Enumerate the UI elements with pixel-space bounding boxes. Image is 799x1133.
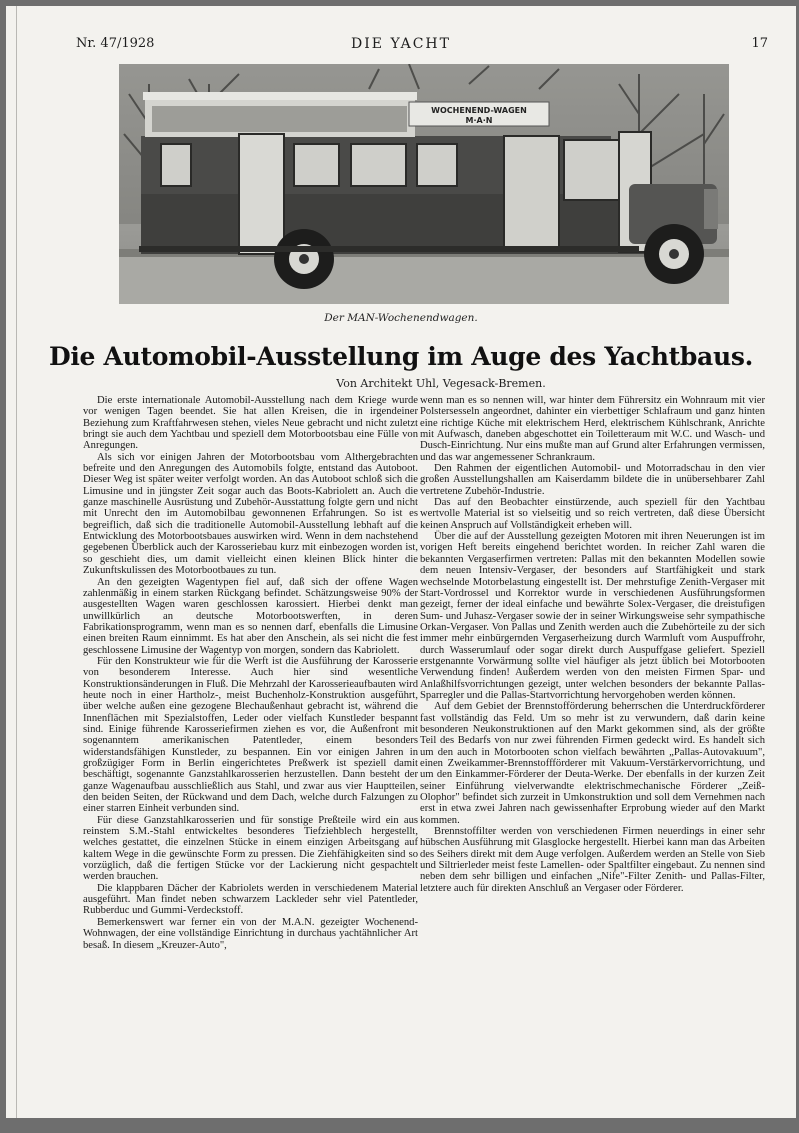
photo-caption: Der MAN-Wochenendwagen.	[324, 312, 478, 324]
bus-photo-illustration	[119, 64, 729, 304]
paragraph: wenn man es so nennen will, war hinter dem Führersitz ein Wohnraum mit vier Polstersesseln angeordnet, dahinter ein vierbettiger Schlafraum und ganz hinten eine richtige Küche mit elektrischem Herd, elektrischem Kühlschrank, Anrichte mit Aufwasch, daneben abgeschottet ein Toiletteraum mit W.C. und Wasch- und Dusch-Einrichtung. Nur eins mußte man auf Grund alter Erfahrungen vermissen, und das war angemessener Schrankraum.	[420, 395, 765, 463]
article-byline: Von Architekt Uhl, Vegesack-Bremen.	[336, 377, 546, 390]
issue-number: Nr. 47/1928	[76, 36, 155, 51]
paragraph: Als sich vor einigen Jahren der Motorbootsbau vom Althergebrachten befreite und den Anregungen des Automobils folgte, entstand das Autoboot. Dieser Weg ist später weiter verfolgt worden. An das Autoboot schloß sich die Limusine und in jüngster Zeit sogar auch das Boots-Kabriolett an. Auch die ganze maschinelle Ausrüstung und Zubehör-Ausstattung folgte gern und nicht mit Unrecht den im Automobilbau gewonnenen Erfahrungen. So ist es begreiflich, daß sich die traditionelle Automobil-Ausstellung lebhaft auf die Entwicklung des Motorbootsbaues auswirken wird. Wenn in dem nachstehend gegebenen Überblick auch der Karosseriebau kurz mit einbezogen worden ist, so geschieht dies, um damit vielleicht einen kleinen Blick hinter die Zukunftskulissen des Motorbootbaues zu tun.	[83, 451, 418, 577]
paragraph: An den gezeigten Wagentypen fiel auf, daß sich der offene Wagen zahlenmäßig in einem starken Rückgang befindet. Schätzungsweise 90% der ausgestellten Wagen waren geschlossen karossiert. Hierbei denkt man unwillkürlich an deutsche Motorbootswerften, in deren Fabrikationsprogramm, wenn man es so nennen darf, ebenfalls die Limusine einen breiten Raum einnimmt. Es hat aber den Anschein, als sei nicht die fest geschlossene Limusine der Wagentyp von morgen, sondern das Kabriolett.	[83, 576, 418, 656]
page-header	[6, 36, 796, 56]
paragraph: Für den Konstrukteur wie für die Werft ist die Ausführung der Karosserie von besonderem Interesse. Auch hier sind wesentliche Konstruktionsänderungen in Fluß. Die Mehrzahl der Karosserieaufbauten wird heute noch in einer Hartholz-, meist Buchenholz-Konstruktion ausgeführt, über welche außen eine gezogene Blechaußenhaut gebracht ist, während die Innenflächen mit Spezialstoffen, Leder oder vielfach Kunstleder bespannt sind. Einige führende Karosseriefirmen ziehen es vor, die Außenfront mit sogenanntem amerikanischen Patentleder, einem besonders widerstandsfähigen Kunstleder, zu bespannen. Ein vor einigen Jahren in großzügiger Form in Berlin eingerichtetes Preßwerk ist speziell damit beschäftigt, sogenannte Ganzstahlkarosserien herzustellen. Dann besteht der ganze Wagenaufbau ausschließlich aus Stahl, und zwar aus vier Hauptteilen, den beiden Seiten, der Rückwand und dem Dach, welche durch Falzungen zu einer starren Einheit verbunden sind.	[83, 655, 418, 815]
paragraph: Die erste internationale Automobil-Ausstellung nach dem Kriege wurde vor wenigen Tagen beendet. Sie hat allen Kreisen, die in irgendeiner Beziehung zum Kraftfahrwesen stehen, vieles Neue gebracht und nicht zuletzt bringt sie auch dem Yachtbau und speziell dem Motorbootsbau eine Fülle von Anregungen.	[83, 395, 418, 452]
right-column	[420, 395, 765, 894]
article-title: Die Automobil-Ausstellung im Auge des Yachtbaus.	[48, 342, 754, 371]
magazine-page	[6, 6, 796, 1118]
paragraph: Für diese Ganzstahlkarosserien und für sonstige Preßteile wird ein aus reinstem S.M.-Stahl entwickeltes besonderes Tiefziehblech hergestellt, welches gestattet, die einzelnen Stücke in einem einzigen Arbeitsgang auf kaltem Wege in die gewünschte Form zu pressen. Die Ziehfähigkeiten sind so vorzüglich, daß die fertigen Stücke vor der Lackierung nicht gespachtelt werden brauchen.	[83, 814, 418, 883]
paragraph: Brennstoffilter werden von verschiedenen Firmen neuerdings in einer sehr hübschen Ausführung mit Glasglocke hergestellt. Hierbei kann man das Arbeiten des Seihers direkt mit dem Auge verfolgen. Außerdem werden an Stelle von Sieb und Siltrierleder meist feste Lamellen- oder Spaltfilter eingebaut. Zu nennen sind neben dem sehr billigen und einfachen „Nife"-Filter Zenith- und Pallas-Filter, letztere auch für direkten Anschluß an Vergaser oder Förderer.	[420, 826, 765, 894]
left-column	[83, 395, 418, 951]
paragraph: Den Rahmen der eigentlichen Automobil- und Motorradschau in den vier großen Ausstellungshallen am Kaiserdamm bildete die in unübersehbarer Zahl vertretene Zubehör-Industrie.	[420, 463, 765, 497]
paragraph: Die klappbaren Dächer der Kabriolets werden in verschiedenem Material ausgeführt. Man findet neben schwarzem Lackleder sehr viel Patentleder, Rubberduc und Gummi-Verdeckstoff.	[83, 882, 418, 917]
bus-photograph	[119, 64, 729, 304]
page-number: 17	[751, 36, 768, 51]
page-edge	[16, 6, 17, 1118]
paragraph: Über die auf der Ausstellung gezeigten Motoren mit ihren Neuerungen ist im vorigen Heft bereits eingehend berichtet worden. In reicher Zahl waren die bekannten Vergaserfirmen vertreten: Pallas mit den bekannten Modellen sowie dem neuen Intensiv-Vergaser, der besonders auf Startfähigkeit und stark wechselnde Motorbelastung eingestellt ist. Der mehrstufige Zenith-Vergaser mit Start-Vordrossel und Korrektor wurde in verschiedenen Ausführungsformen gezeigt, ferner der ideal einfache und bewährte Solex-Vergaser, die dreistufigen Sum- und Juhasz-Vergaser sowie der in seiner Wirkungsweise sehr sympathische Orkan-Vergaser. Von Pallas und Zenith werden auch die Zubehörteile zu der sich immer mehr einbürgernden Vergaserheizung durch Warmluft vom Auspuffrohr, durch Wasserumlauf oder sogar direkt durch Auspuffgase geliefert. Speziell erstgenannte Vorwärmung sollte viel häufiger als jetzt üblich bei Motorbooten Verwendung finden! Außerdem werden von den meisten Firmen Spar- und Anlaßhilfsvorrichtungen gezeigt, unter welchen besonders der bekannte Pallas-Sparregler und die Pallas-Startvorrichtung hervorgehoben werden können.	[420, 531, 765, 701]
bus-sign-top: WOCHENEND-WAGEN	[431, 106, 527, 115]
paragraph: Auf dem Gebiet der Brennstofförderung beherrschen die Unterdruckförderer fast vollständig das Feld. Um so mehr ist zu verwundern, daß darin keine besonderen Neukonstruktionen auf den Markt gekommen sind, als der größte Teil des Bedarfs von nur zwei führenden Firmen gedeckt wird. Es handelt sich um den auch in Motorbooten schon vielfach bewährten „Pallas-Autovakuum", einen Zweikammer-Brennstoffförderer mit Vakuum-Verstärkervorrichtung, und um den Einkammer-Förderer der Deuta-Werke. Der ebenfalls in der kurzen Zeit seiner Einführung vielverwandte elektrischmechanische Förderer „Zeiß-Olophor" befindet sich zurzeit in Umkonstruktion und soll dem Vernehmen nach erst in etwa zwei Jahren nach gewissenhafter Erprobung wieder auf den Markt kommen.	[420, 701, 765, 826]
journal-title: DIE YACHT	[351, 36, 451, 52]
paragraph: Das auf den Beobachter einstürzende, auch speziell für den Yachtbau wertvolle Material ist so vielseitig und so reich vertreten, daß diese Übersicht keinen Anspruch auf Vollständigkeit erheben will.	[420, 497, 765, 531]
paragraph: Bemerkenswert war ferner ein von der M.A.N. gezeigter Wochenend-Wohnwagen, der eine vollständige Einrichtung in durchaus yachtähnlicher Art besaß. In diesem „Kreuzer-Auto",	[83, 916, 418, 951]
bus-sign-bottom: M·A·N	[465, 116, 493, 125]
